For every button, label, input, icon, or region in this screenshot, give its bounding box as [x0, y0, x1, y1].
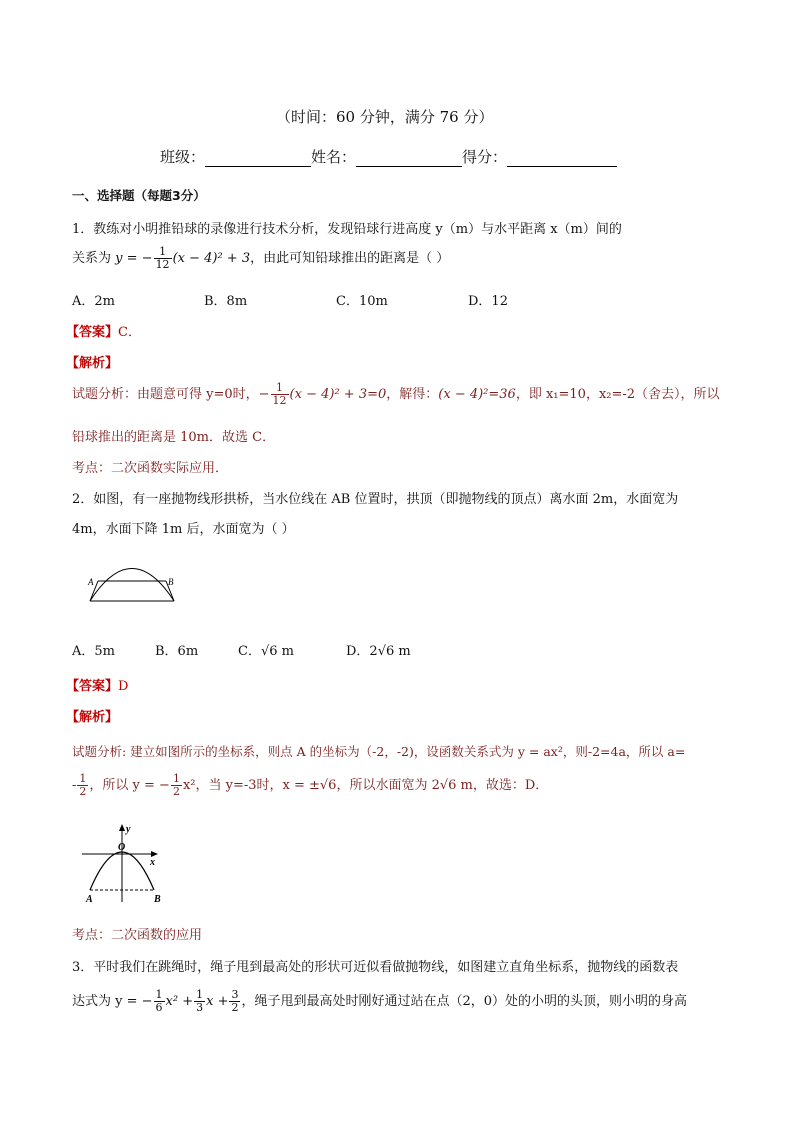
- bridge-figure: [82, 556, 192, 606]
- q1-option-a: A．2m: [72, 294, 115, 309]
- q1-analysis-tag: 【解析】: [66, 356, 119, 371]
- q1-analysis-fraction: $\frac{1}{12}$: [272, 381, 287, 407]
- answer-value: C．: [118, 325, 141, 340]
- q1-option-c: C．10m: [336, 294, 388, 309]
- q2-fraction-2: $\frac{1}{2}$: [172, 772, 180, 798]
- q2-option-c: C．√6 m: [238, 644, 294, 659]
- q3-fraction-2: $\frac{1}{3}$: [196, 988, 204, 1014]
- class-label: 班级：: [160, 148, 206, 166]
- q1-suffix: ，由此可知铅球推出的距离是（ ）: [250, 251, 450, 266]
- time-info: （时间：60 分钟，满分 76 分）: [276, 108, 494, 126]
- fig2-label-a: A: [86, 894, 93, 905]
- fig-label-a: A: [88, 577, 94, 587]
- q1-analysis-line2: 铅球推出的距离是 10m．故选 C．: [72, 430, 276, 445]
- student-info-row: [160, 146, 617, 167]
- y-arrow: [119, 824, 125, 831]
- coordinate-figure: [78, 822, 178, 906]
- q1-eq-lhs: y = −: [115, 251, 153, 266]
- fig-label-b: B: [168, 577, 174, 587]
- q2-option-b: B．6m: [155, 644, 199, 659]
- q3-line2: 达式为 y = − $\frac{1}{6}$ x² + $\frac{1}{3}$ x + $\frac{3}{2}$ ，绳子甩到最高处时刚好通过站在点（2，0）处的小明的头顶，则小明的身高: [72, 988, 688, 1014]
- q2-point: 考点：二次函数的应用: [72, 928, 203, 943]
- q3-fraction-1: $\frac{1}{6}$: [155, 988, 163, 1014]
- q3-fraction-3: $\frac{3}{2}$: [231, 988, 239, 1014]
- q1-eq-fraction: $\frac{1}{12}$: [155, 245, 170, 271]
- fig2-label-o: O: [118, 842, 126, 853]
- bridge-arch: [90, 569, 174, 602]
- q2-option-a: A．5m: [72, 644, 115, 659]
- q1-point: 考点：二次函数实际应用．: [72, 461, 229, 476]
- fig2-label-y: y: [126, 824, 131, 835]
- q2-fraction-1: $\frac{1}{2}$: [79, 772, 87, 798]
- q1-line2: [72, 244, 449, 274]
- q2-answer: [66, 675, 128, 694]
- answer-tag: 【答案】: [66, 325, 119, 340]
- q2-analysis-tag: 【解析】: [66, 710, 119, 725]
- score-label: 得分：: [462, 148, 508, 166]
- q1-analysis-line1: 试题分析：由题意可得 y=0时，− $\frac{1}{12}$ (x − 4)² + 3=0，解得：(x − 4)²=36，即 x₁=10，x₂=-2（舍去），所以: [72, 381, 720, 407]
- q2-analysis-line2: - $\frac{1}{2}$ ，所以 y = − $\frac{1}{2}$ x²，当 y=-3时，x = ±√6，所以水面宽为 2√6 m，故选：D．: [72, 772, 549, 798]
- class-field[interactable]: [205, 152, 311, 167]
- q1-answer: [66, 321, 141, 340]
- name-field[interactable]: [356, 152, 462, 167]
- q1-line1: 1．教练对小明推铅球的录像进行技术分析，发现铅球行进高度 y（m）与水平距离 x（m）间的: [72, 222, 622, 237]
- q2-option-d: D．2√6 m: [346, 644, 411, 659]
- name-label: 姓名：: [311, 148, 357, 166]
- q2-line2: 4m，水面下降 1m 后，水面宽为（ ）: [72, 522, 295, 537]
- q1-prefix: 关系为: [72, 251, 112, 266]
- q2-analysis-line1: 试题分析: 建立如图所示的坐标系，则点 A 的坐标为（-2，-2)，设函数关系式为 y = ax²，则-2=4a，所以 a=: [72, 744, 686, 759]
- q1-eq-rest: (x − 4)² + 3: [172, 251, 251, 266]
- score-field[interactable]: [507, 152, 617, 167]
- q3-line1: 3．平时我们在跳绳时，绳子甩到最高处的形状可近似看做抛物线，如图建立直角坐标系，抛物线的函数表: [72, 960, 679, 975]
- fig2-label-b: B: [154, 894, 161, 905]
- section-title: 一、选择题（每题3分）: [72, 188, 206, 203]
- answer-tag: 【答案】: [66, 679, 119, 694]
- q1-option-b: B．8m: [204, 294, 248, 309]
- q1-option-d: D．12: [468, 294, 508, 309]
- q2-line1: 2．如图，有一座抛物线形拱桥，当水位线在 AB 位置时，拱顶（即抛物线的顶点）离水面 2m，水面宽为: [72, 492, 679, 507]
- answer-value: D: [118, 679, 129, 694]
- fig2-label-x: x: [150, 857, 155, 868]
